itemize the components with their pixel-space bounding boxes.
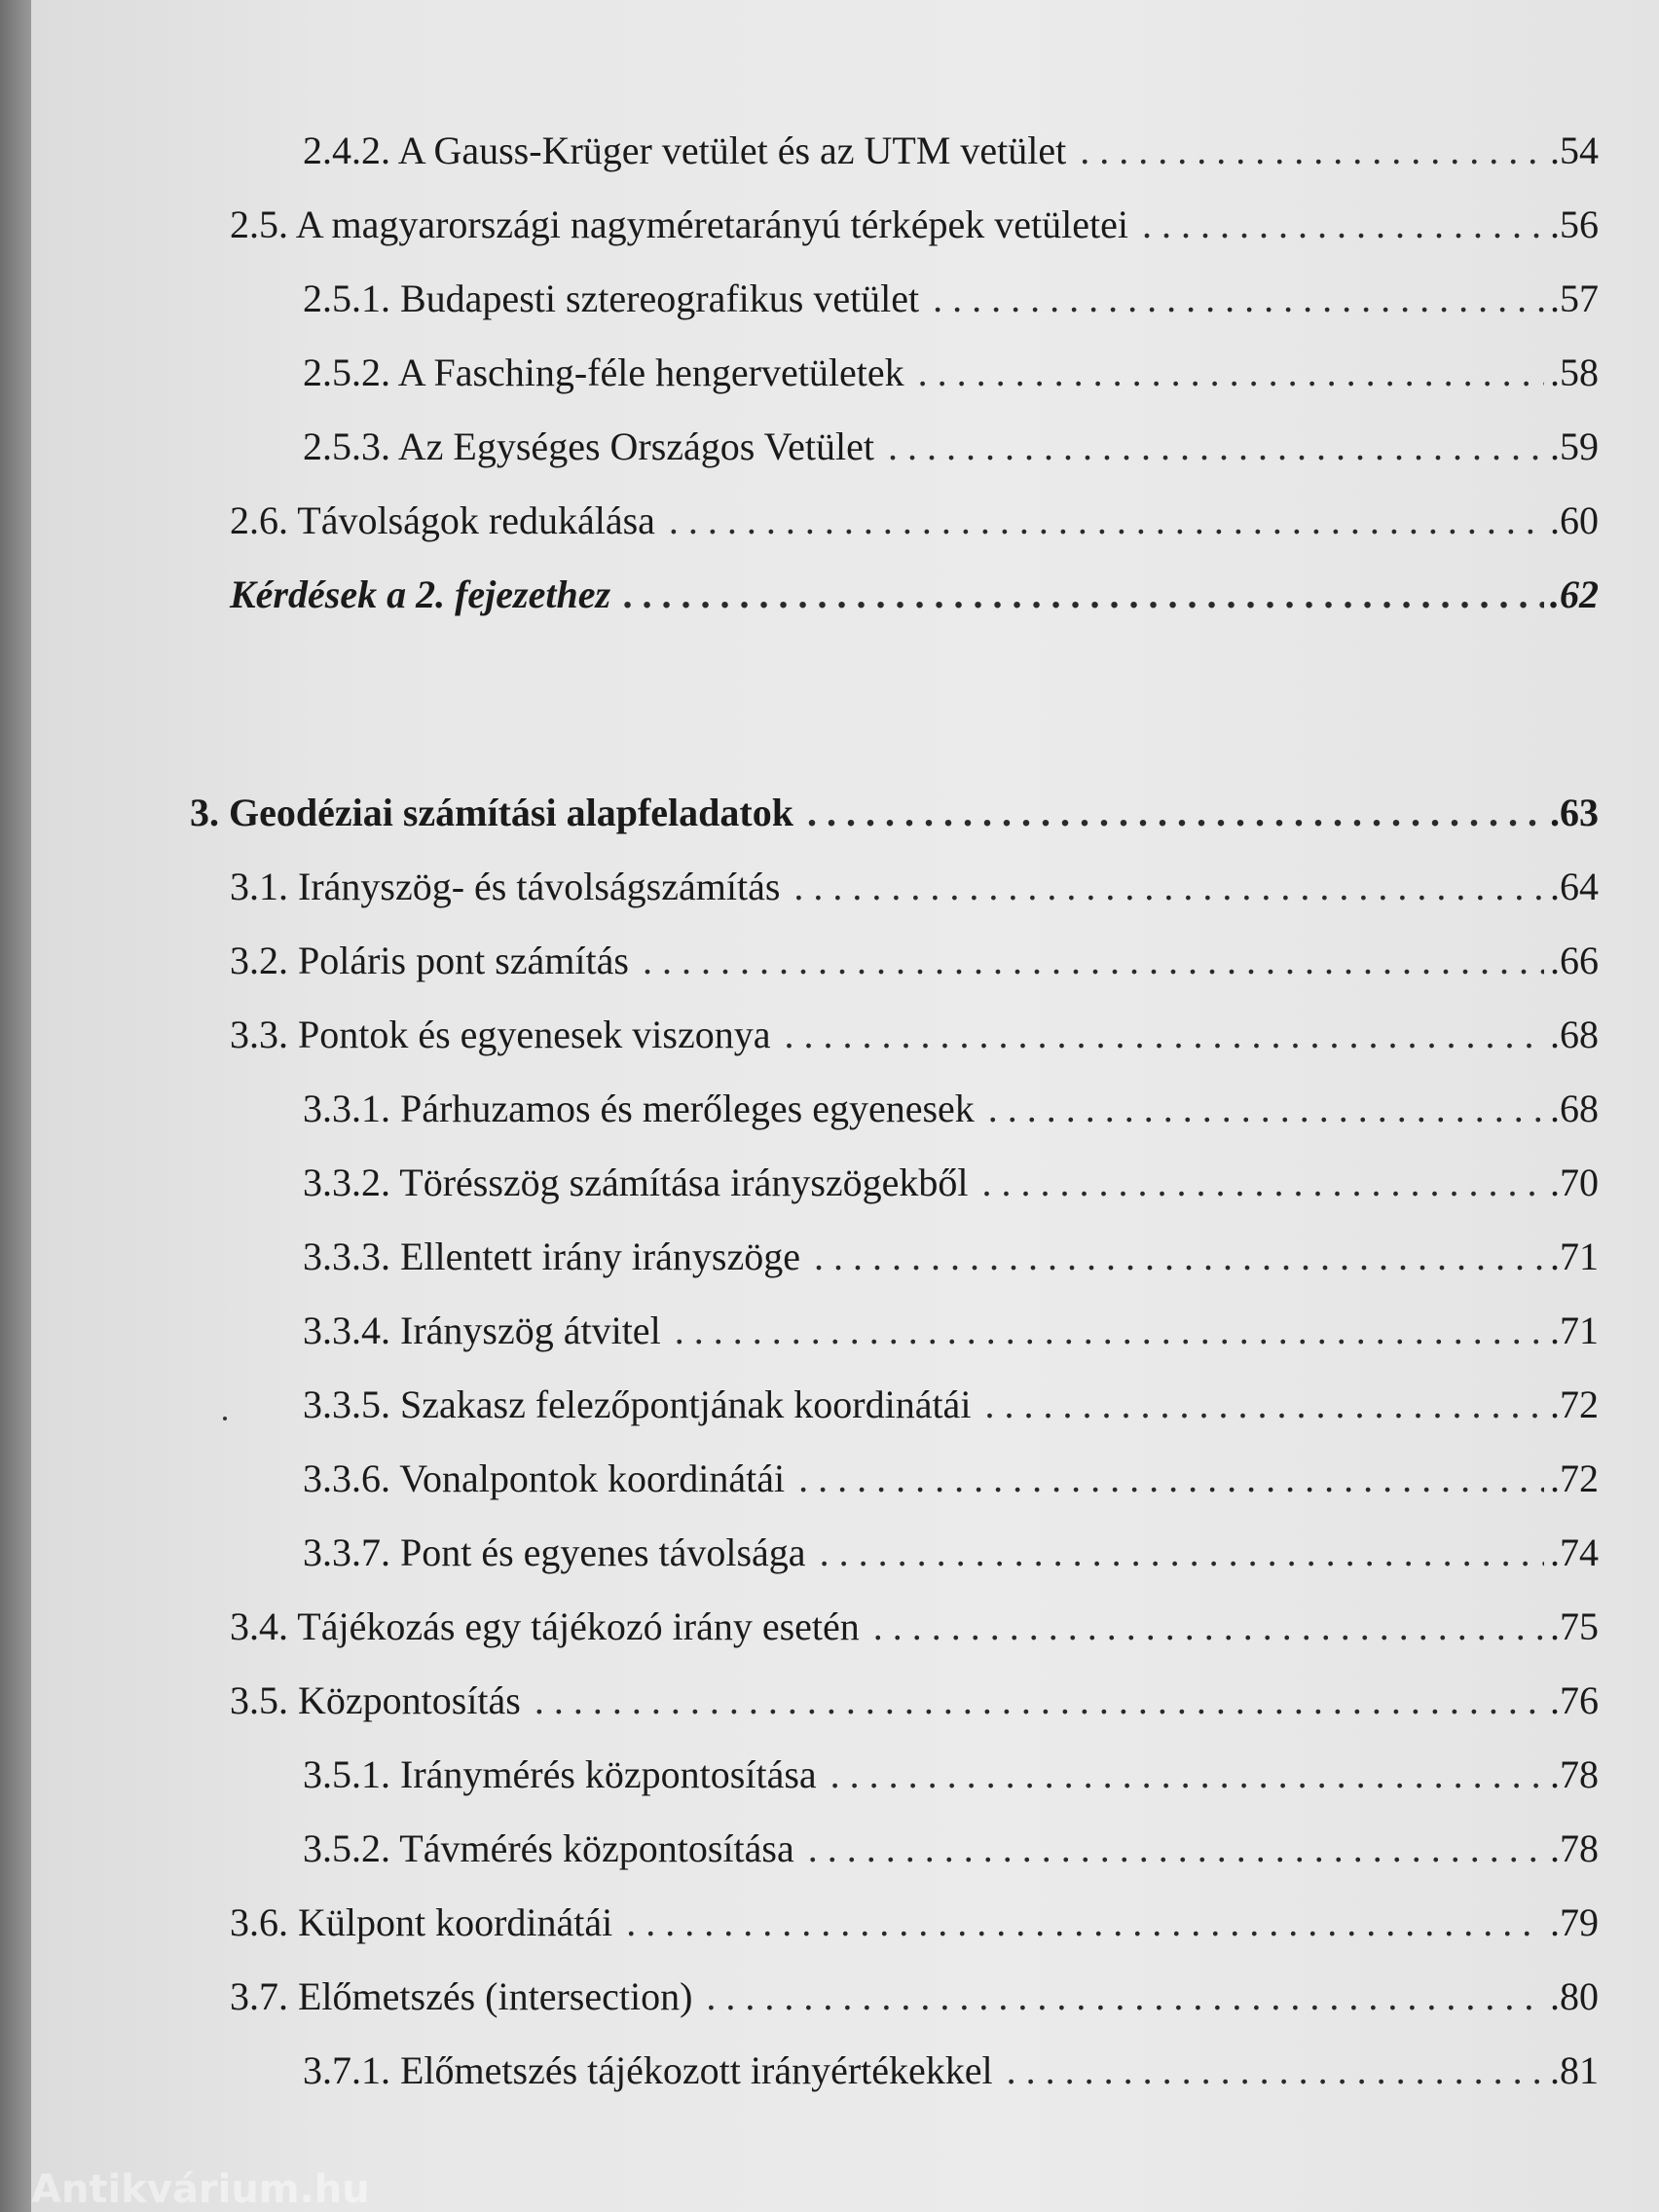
toc-entry-title: 3.7.1. Előmetszés tájékozott irányértékekkel	[303, 2048, 993, 2092]
toc-entry-page-number: .71	[1550, 1235, 1599, 1278]
table-of-contents	[31, 0, 1659, 2212]
toc-entry-title: 3.3.5. Szakasz felezőpontjának koordinátái	[303, 1382, 972, 1426]
toc-entry-page-number: .57	[1550, 276, 1599, 320]
toc-entry-page-number: .54	[1550, 129, 1599, 172]
toc-entry	[303, 1231, 1599, 1283]
dot-leader	[1080, 125, 1544, 177]
toc-entry-page-number: .75	[1550, 1604, 1599, 1648]
dot-leader	[830, 1749, 1544, 1801]
toc-entry-page-number: .62	[1550, 572, 1599, 616]
dot-leader	[807, 787, 1544, 839]
watermark: Antikvárium.hu	[31, 2167, 370, 2212]
toc-entry-page-number: .56	[1550, 203, 1599, 246]
toc-entry-page-number: .78	[1550, 1826, 1599, 1870]
toc-entry	[230, 1971, 1599, 2023]
toc-entry	[303, 1527, 1599, 1579]
dot-leader	[784, 1009, 1544, 1061]
toc-entry-page-number: .81	[1550, 2048, 1599, 2092]
dot-leader	[984, 1379, 1544, 1431]
toc-entry	[190, 787, 1599, 839]
toc-entry-page-number: .72	[1550, 1382, 1599, 1426]
toc-entry	[303, 347, 1599, 399]
toc-entry-title: 2.5.2. A Fasching-féle hengervetületek	[303, 350, 904, 394]
toc-entry	[230, 495, 1599, 547]
toc-entry-title: 3.6. Külpont koordinátái	[230, 1900, 613, 1944]
dot-leader	[988, 1083, 1544, 1135]
dot-leader	[675, 1305, 1544, 1357]
toc-entry-page-number: .64	[1550, 865, 1599, 908]
toc-entry-title: 3.2. Poláris pont számítás	[230, 939, 629, 982]
toc-entry-page-number: .68	[1550, 1013, 1599, 1056]
toc-entry-title: 3.3.4. Irányszög átvitel	[303, 1309, 661, 1352]
toc-entry	[303, 1305, 1599, 1357]
dot-leader	[933, 273, 1544, 325]
dot-leader	[814, 1231, 1544, 1283]
toc-entry	[230, 569, 1599, 621]
dot-leader	[982, 1157, 1544, 1209]
toc-entry	[303, 1823, 1599, 1875]
toc-entry	[303, 1157, 1599, 1209]
book-spine-shadow	[0, 0, 31, 2212]
toc-entry	[303, 125, 1599, 177]
toc-entry-title: 3.5.1. Iránymérés központosítása	[303, 1752, 817, 1796]
dot-leader	[888, 421, 1544, 473]
dot-leader	[798, 1453, 1544, 1505]
dot-leader	[643, 935, 1544, 987]
toc-entry-page-number: .70	[1550, 1161, 1599, 1204]
toc-entry	[230, 1675, 1599, 1727]
toc-entry-title: 3.3.3. Ellentett irány irányszöge	[303, 1235, 800, 1278]
toc-entry-title: 3.4. Tájékozás egy tájékozó irány esetén	[230, 1604, 860, 1648]
toc-entry-title: 3.3.2. Törésszög számítása irányszögekből	[303, 1161, 969, 1204]
dot-leader	[1142, 199, 1544, 251]
toc-entry	[230, 199, 1599, 251]
dot-leader	[706, 1971, 1544, 2023]
toc-entry-title: 3.3.1. Párhuzamos és merőleges egyenesek	[303, 1087, 975, 1130]
dot-leader	[918, 347, 1544, 399]
stray-dot	[223, 1417, 227, 1420]
toc-entry-page-number: .63	[1550, 791, 1599, 834]
toc-entry	[303, 421, 1599, 473]
toc-entry	[230, 935, 1599, 987]
toc-entry-page-number: .79	[1550, 1900, 1599, 1944]
toc-entry	[230, 1897, 1599, 1949]
toc-entry	[303, 1083, 1599, 1135]
dot-leader	[669, 495, 1544, 547]
toc-entry-title: 3.3.7. Pont és egyenes távolsága	[303, 1530, 806, 1574]
toc-entry-title: 2.5.1. Budapesti sztereografikus vetület	[303, 276, 920, 320]
toc-entry	[303, 1749, 1599, 1801]
toc-entry	[230, 1009, 1599, 1061]
toc-entry	[230, 1601, 1599, 1653]
toc-entry-page-number: .72	[1550, 1456, 1599, 1500]
dot-leader	[873, 1601, 1544, 1653]
dot-leader	[793, 861, 1544, 913]
toc-entry-title: Kérdések a 2. fejezethez	[230, 572, 611, 616]
toc-entry-title: 2.4.2. A Gauss-Krüger vetület és az UTM vetület	[303, 129, 1067, 172]
toc-entry-title: 3.3.6. Vonalpontok koordinátái	[303, 1456, 786, 1500]
toc-entry	[303, 273, 1599, 325]
toc-entry-title: 3.3. Pontok és egyenesek viszonya	[230, 1013, 771, 1056]
toc-entry-title: 3.1. Irányszög- és távolságszámítás	[230, 865, 781, 908]
toc-entry-title: 3. Geodéziai számítási alapfeladatok	[190, 791, 793, 834]
dot-leader	[626, 1897, 1544, 1949]
toc-entry-page-number: .74	[1550, 1530, 1599, 1574]
toc-entry-page-number: .59	[1550, 424, 1599, 468]
toc-entry-page-number: .76	[1550, 1678, 1599, 1722]
toc-entry-title: 3.5.2. Távmérés központosítása	[303, 1826, 794, 1870]
toc-entry	[303, 1453, 1599, 1505]
toc-entry-page-number: .80	[1550, 1974, 1599, 2018]
dot-leader	[1007, 2045, 1544, 2097]
toc-entry-page-number: .66	[1550, 939, 1599, 982]
dot-leader	[820, 1527, 1544, 1579]
toc-entry-page-number: .58	[1550, 350, 1599, 394]
toc-entry-page-number: .60	[1550, 498, 1599, 542]
toc-entry	[303, 2045, 1599, 2097]
toc-entry-title: 2.6. Távolságok redukálása	[230, 498, 655, 542]
dot-leader	[535, 1675, 1544, 1727]
toc-entry-title: 2.5.3. Az Egységes Országos Vetület	[303, 424, 874, 468]
toc-entry	[230, 861, 1599, 913]
book-page	[31, 0, 1659, 2212]
toc-entry-page-number: .68	[1550, 1087, 1599, 1130]
toc-entry-page-number: .78	[1550, 1752, 1599, 1796]
toc-entry-title: 3.5. Központosítás	[230, 1678, 521, 1722]
toc-entry	[303, 1379, 1599, 1431]
toc-entry-title: 2.5. A magyarországi nagyméretarányú térképek vetületei	[230, 203, 1128, 246]
dot-leader	[624, 569, 1544, 621]
toc-entry-title: 3.7. Előmetszés (intersection)	[230, 1974, 693, 2018]
dot-leader	[808, 1823, 1544, 1875]
toc-entry-page-number: .71	[1550, 1309, 1599, 1352]
